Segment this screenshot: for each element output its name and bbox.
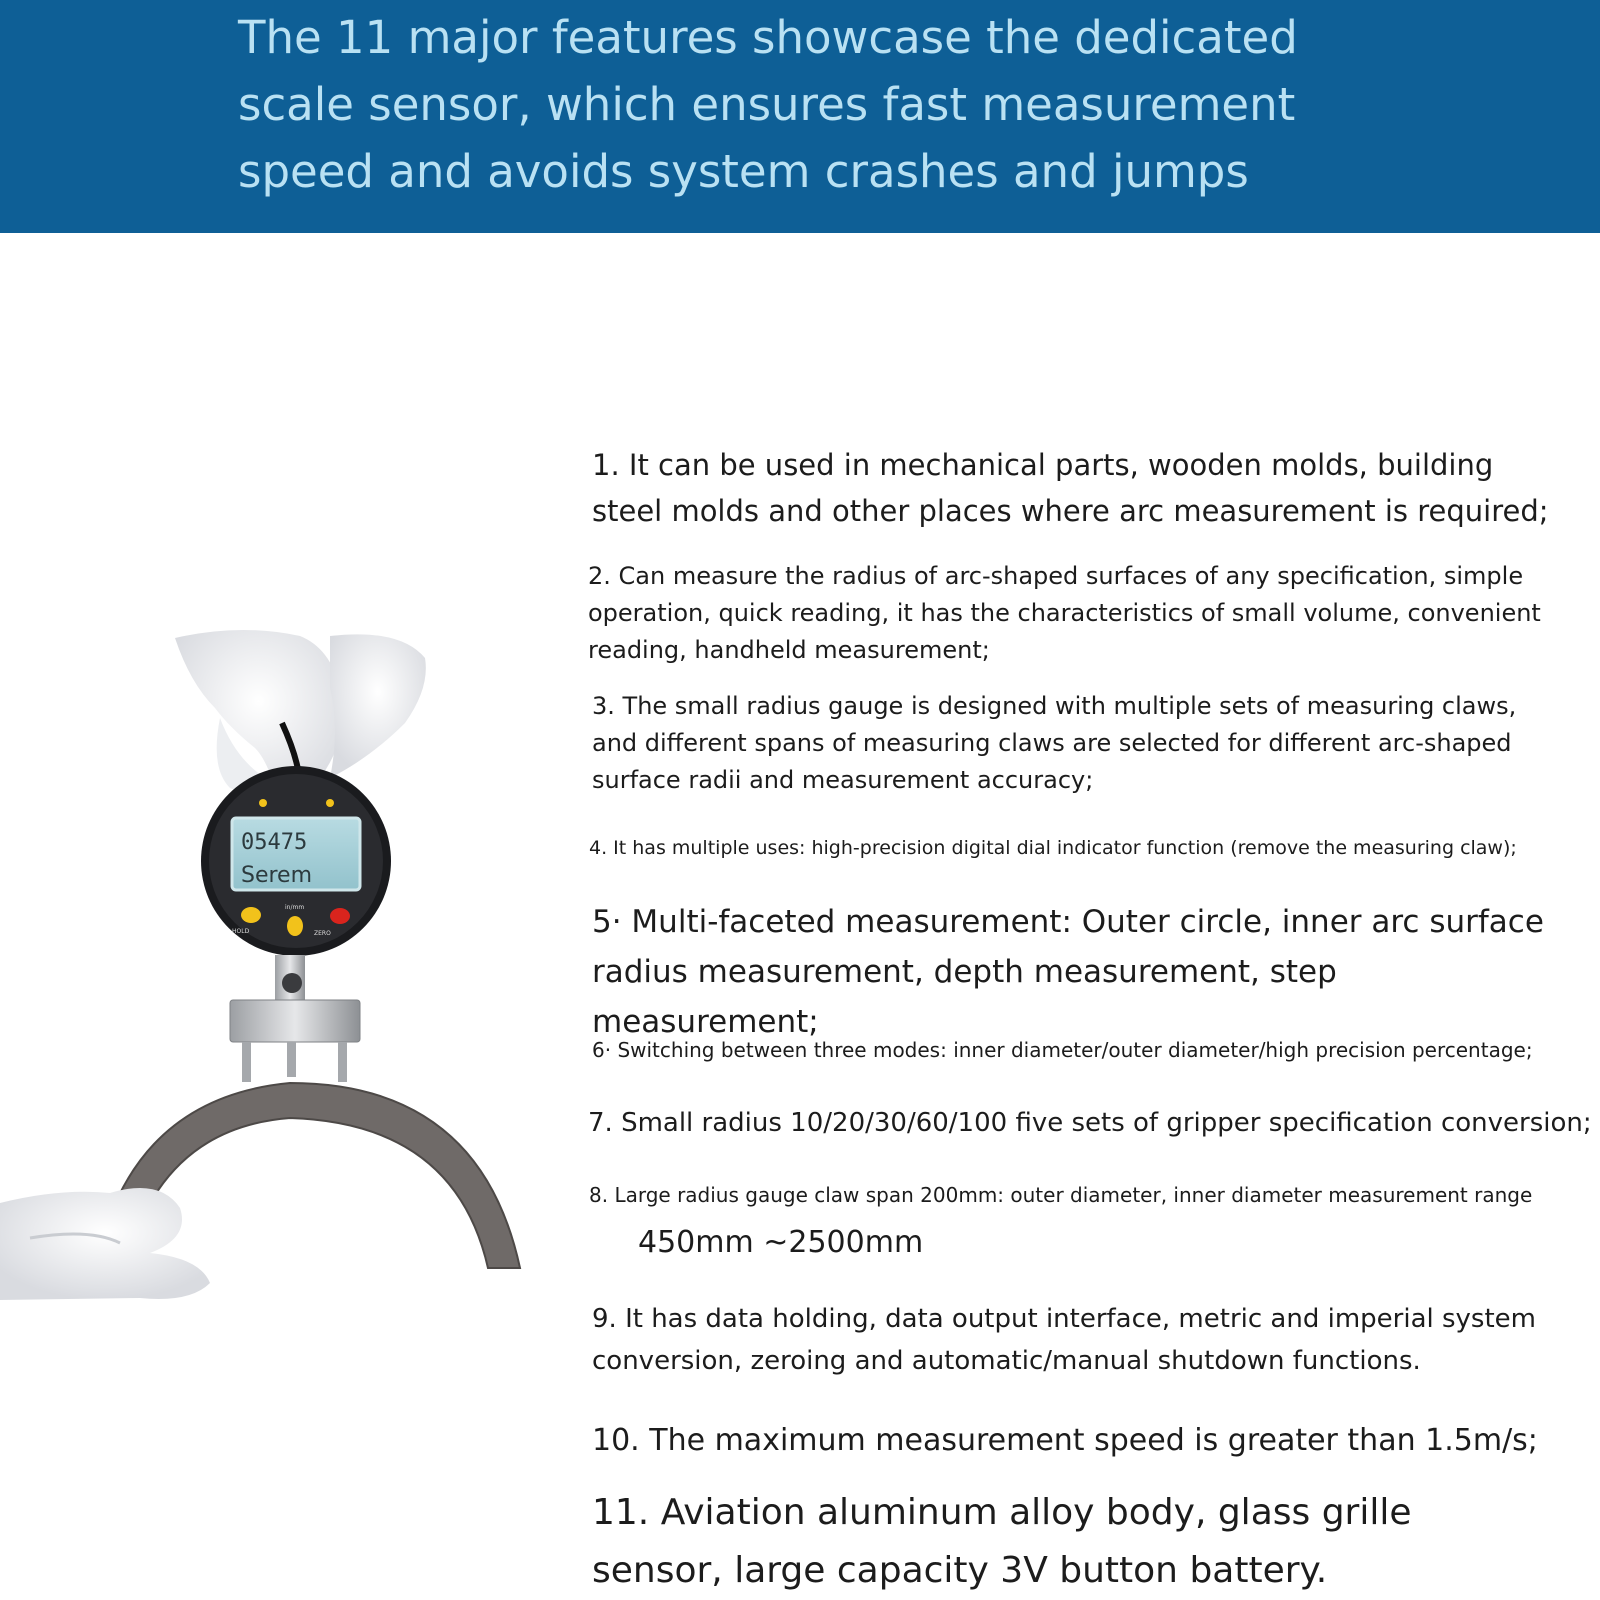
zero-button-label: ZERO: [314, 930, 331, 937]
feature-9: 9. It has data holding, data output interface, metric and imperial system conversion, zeroing and automatic/manual shutdown functions.: [592, 1304, 1536, 1376]
product-photo: [0, 628, 550, 1333]
feature-7: 7. Small radius 10/20/30/60/100 five sets of gripper specification conversion;: [588, 1108, 1592, 1138]
feature-3: 3. The small radius gauge is designed with multiple sets of measuring claws, and different spans of measuring claws are selected for different arc-shaped surface radii and measurement accuracy;: [592, 692, 1517, 794]
unit-button[interactable]: [287, 916, 303, 936]
feature-8-range: 450mm ~2500mm: [638, 1225, 924, 1260]
feature-6: 6· Switching between three modes: inner diameter/outer diameter/high precision percentage;: [592, 1038, 1533, 1062]
dial-indicator: [201, 766, 391, 956]
display-reading: 05475: [241, 830, 308, 855]
hold-button-label: HOLD: [232, 928, 250, 935]
header-banner: [0, 0, 1600, 233]
banner-title: The 11 major features showcase the dedicated scale sensor, which ensures fast measurement speed and avoids system crashes and jumps: [238, 11, 1298, 198]
feature-2: 2. Can measure the radius of arc-shaped surfaces of any specification, simple operation, quick reading, it has the characteristics of small volume, convenient reading, handheld measurement;: [588, 562, 1541, 664]
display-unit: Serem: [241, 863, 313, 888]
hold-button[interactable]: [241, 907, 261, 923]
feature-10: 10. The maximum measurement speed is greater than 1.5m/s;: [592, 1423, 1538, 1458]
feature-4: 4. It has multiple uses: high-precision digital dial indicator function (remove the measuring claw);: [589, 837, 1517, 859]
feature-1: 1. It can be used in mechanical parts, wooden molds, building steel molds and other places where arc measurement is required;: [592, 448, 1549, 528]
feature-5: 5· Multi-faceted measurement: Outer circle, inner arc surface radius measurement, depth measurement, step measurement;: [592, 904, 1544, 1040]
unit-button-label: in/mm: [285, 904, 305, 911]
zero-button[interactable]: [330, 908, 350, 924]
feature-8: 8. Large radius gauge claw span 200mm: outer diameter, inner diameter measurement range: [589, 1183, 1533, 1207]
feature-11: 11. Aviation aluminum alloy body, glass grille sensor, large capacity 3V button battery.: [592, 1492, 1412, 1591]
